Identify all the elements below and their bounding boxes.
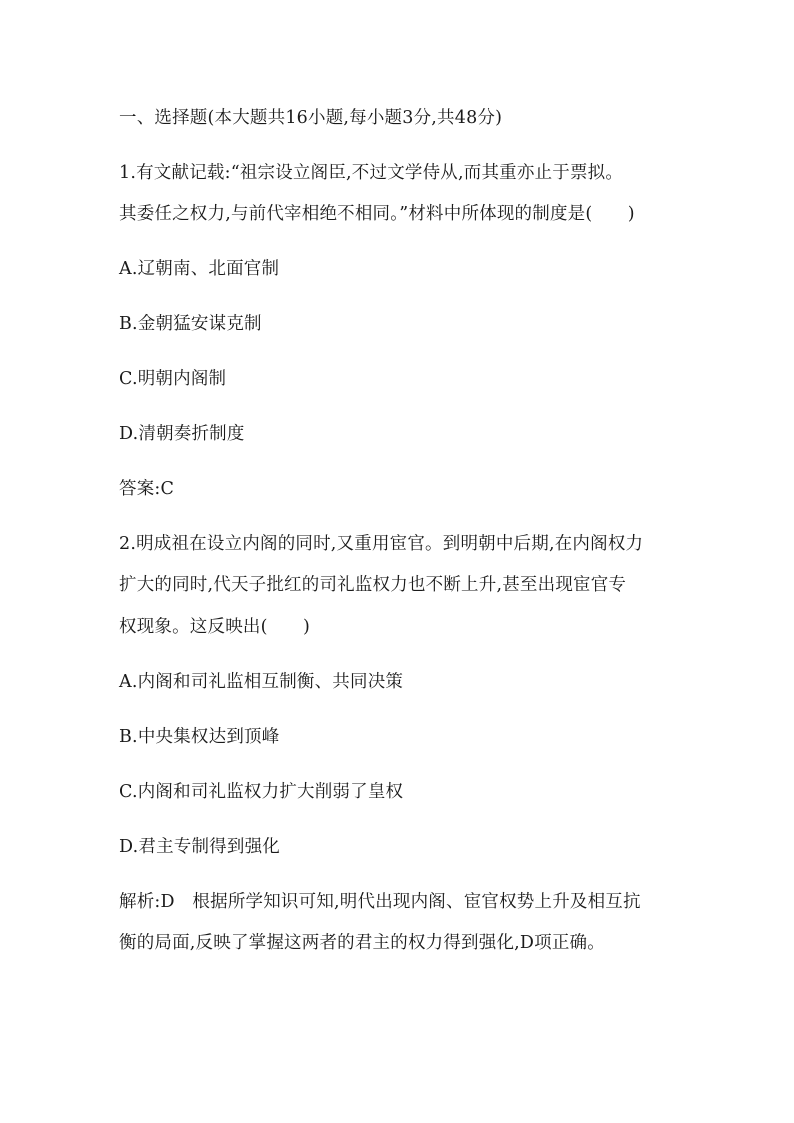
question-1-answer: 答案:C (119, 479, 175, 499)
question-2-option-b: B.中央集权达到顶峰 (119, 727, 280, 747)
question-1-option-d: D.清朝奏折制度 (119, 424, 245, 444)
question-2-stem-line-1: 2.明成祖在设立内阁的同时,又重用宦官。到明朝中后期,在内阁权力 (119, 534, 644, 554)
question-1-option-c: C.明朝内阁制 (119, 369, 227, 389)
question-2-stem-line-2: 扩大的同时,代天子批红的司礼监权力也不断上升,甚至出现宦官专 (119, 575, 627, 595)
question-1-option-b: B.金朝猛安谋克制 (119, 314, 262, 334)
question-1-stem-line-1: 1.有文献记载:“祖宗设立阁臣,不过文学侍从,而其重亦止于票拟。 (119, 163, 624, 183)
section-heading: 一、选择题(本大题共16小题,每小题3分,共48分) (119, 108, 503, 128)
question-2-option-c: C.内阁和司礼监权力扩大削弱了皇权 (119, 782, 404, 802)
question-2-option-a: A.内阁和司礼监相互制衡、共同决策 (119, 672, 404, 692)
question-2-analysis-line-1: 解析:D 根据所学知识可知,明代出现内阁、宦官权势上升及相互抗 (119, 892, 641, 912)
question-2-option-d: D.君主专制得到强化 (119, 837, 280, 857)
question-2-stem-line-3: 权现象。这反映出( ) (119, 617, 311, 637)
question-1-option-a: A.辽朝南、北面官制 (119, 259, 280, 279)
question-1-stem-line-2: 其委任之权力,与前代宰相绝不相同。”材料中所体现的制度是( ) (119, 204, 635, 224)
question-2-analysis-line-2: 衡的局面,反映了掌握这两者的君主的权力得到强化,D项正确。 (119, 933, 605, 953)
